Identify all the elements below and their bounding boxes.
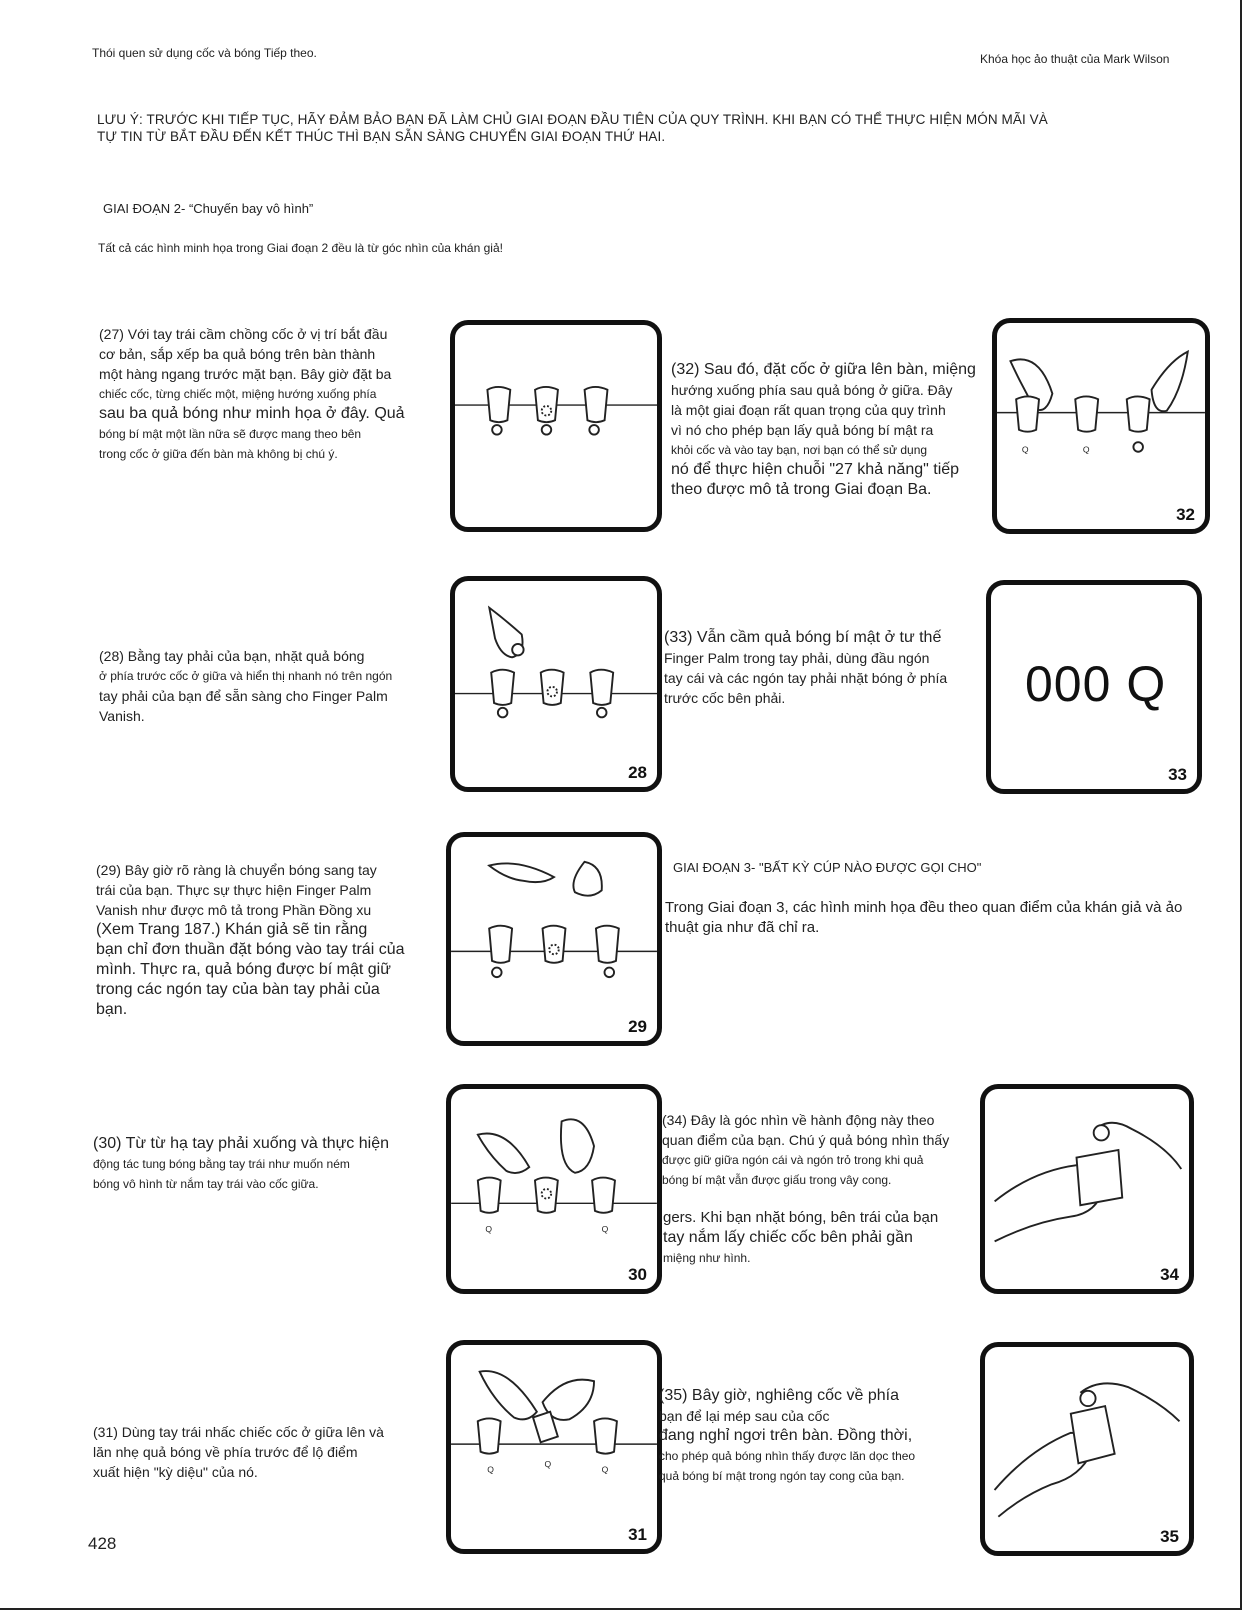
- caption-line: một hàng ngang trước mặt bạn. Bây giờ đặt ba: [99, 366, 392, 382]
- caption-line: sau ba quả bóng như minh họa ở đây. Quả: [99, 405, 405, 422]
- note: [97, 111, 1177, 145]
- caption-line: (28) Bằng tay phải của bạn, nhặt quả bóng: [99, 648, 365, 664]
- panel-number: 33: [1168, 765, 1187, 784]
- caption-line: Vanish.: [99, 708, 145, 724]
- ball-label: Q: [485, 1223, 493, 1234]
- ball-label: Q: [487, 1464, 494, 1475]
- page-number: 428: [88, 1534, 117, 1553]
- header-right: Khóa học ảo thuật của Mark Wilson: [980, 52, 1170, 66]
- caption-line: bóng bí mật một lần nữa sẽ được mang theo bên: [99, 427, 362, 441]
- caption-line: quả bóng bí mật trong ngón tay cong của bạn.: [659, 1469, 905, 1483]
- caption-line: bóng bí mật vẫn được giấu trong vây cong.: [662, 1173, 892, 1187]
- caption-line: (30) Từ từ hạ tay phải xuống và thực hiện: [93, 1135, 389, 1152]
- caption-line: tay phải của bạn để sẵn sàng cho Finger Palm: [99, 688, 388, 704]
- caption-27: [99, 324, 419, 464]
- stage3-intro-line: Trong Giai đoạn 3, các hình minh họa đều theo quan điểm của khán giả và ảo: [665, 899, 1183, 916]
- note-line-2: TỰ TIN TỪ BẮT ĐẦU ĐẾN KẾT THÚC THÌ BẠN SẴN SÀNG CHUYỂN GIAI ĐOẠN THỨ HAI.: [97, 129, 666, 144]
- cups-and-balls-illustration: [997, 323, 1205, 529]
- caption-line: (31) Dùng tay trái nhấc chiếc cốc ở giữa lên và: [93, 1424, 384, 1440]
- illustration-34: [980, 1084, 1194, 1294]
- caption-35: [659, 1386, 979, 1486]
- panel-number: 29: [628, 1017, 647, 1036]
- caption-33: [664, 628, 984, 708]
- caption-line: xuất hiện "kỳ diệu" của nó.: [93, 1464, 258, 1480]
- caption-line: (33) Vẫn cầm quả bóng bí mật ở tư thế: [664, 629, 942, 646]
- ball-label: Q: [601, 1464, 609, 1475]
- illustration-28: [450, 576, 662, 792]
- caption-line: tay nắm lấy chiếc cốc bên phải gần: [663, 1229, 913, 1246]
- caption-line: chiếc cốc, từng chiếc một, miệng hướng xuống phía: [99, 387, 377, 401]
- panel-number: 28: [628, 763, 647, 782]
- caption-line: gers. Khi bạn nhặt bóng, bên trái của bạn: [663, 1209, 939, 1226]
- caption-line: (35) Bây giờ, nghiêng cốc về phía: [659, 1387, 899, 1404]
- stage3-intro: [665, 898, 1205, 938]
- caption-line: được giữ giữa ngón cái và ngón trỏ trong khi quả: [662, 1153, 924, 1167]
- cups-and-balls-illustration: [451, 1089, 657, 1289]
- caption-line: Finger Palm trong tay phải, dùng đầu ngón: [664, 650, 930, 666]
- panel-number: 34: [1160, 1265, 1179, 1284]
- caption-line: quan điểm của bạn. Chú ý quả bóng nhìn thấy: [662, 1132, 950, 1148]
- caption-line: hướng xuống phía sau quả bóng ở giữa. Đây: [671, 382, 953, 398]
- cups-and-balls-illustration: [455, 325, 657, 527]
- caption-line: động tác tung bóng bằng tay trái như muốn ném: [93, 1157, 350, 1171]
- illustration-32: [992, 318, 1210, 534]
- hand-holding-cup-illustration: [985, 1089, 1189, 1289]
- caption-line: bạn để lại mép sau của cốc: [659, 1408, 830, 1424]
- caption-line: cơ bản, sắp xếp ba quả bóng trên bàn thành: [99, 346, 376, 362]
- caption-30: [93, 1134, 423, 1194]
- stage3-intro-line: thuật gia như đã chỉ ra.: [665, 919, 820, 936]
- ball-label: Q: [601, 1223, 609, 1234]
- caption-line: mình. Thực ra, quả bóng được bí mật giữ: [96, 961, 391, 978]
- illustration-27: [450, 320, 662, 532]
- caption-line: (27) Với tay trái cầm chồng cốc ở vị trí bắt đầu: [99, 326, 388, 342]
- panel-number: 31: [628, 1525, 647, 1544]
- caption-29: [96, 860, 416, 1020]
- stage2-title: GIAI ĐOẠN 2- “Chuyến bay vô hình”: [103, 201, 314, 216]
- panel-number: 30: [628, 1265, 647, 1284]
- caption-line: nó để thực hiện chuỗi "27 khả năng" tiếp: [671, 461, 960, 478]
- illustration-33: [986, 580, 1202, 794]
- caption-28: [99, 646, 419, 726]
- caption-line: là một giai đoạn rất quan trọng của quy trình: [671, 402, 946, 418]
- note-line-1: LƯU Ý: TRƯỚC KHI TIẾP TỤC, HÃY ĐẢM BẢO BẠN ĐÃ LÀM CHỦ GIAI ĐOẠN ĐẦU TIÊN CỦA QUY TRÌNH. KHI BẠN CÓ THỂ THỰC HIỆN MÓN MÃI VÀ: [97, 112, 1048, 127]
- caption-line: trước cốc bên phải.: [664, 690, 786, 706]
- cups-and-balls-illustration: [451, 1345, 657, 1549]
- caption-line: trong các ngón tay của bàn tay phải của: [96, 981, 380, 998]
- stage2-intro: Tất cả các hình minh họa trong Giai đoạn 2 đều là từ góc nhìn của khán giả!: [98, 241, 503, 255]
- caption-line: (34) Đây là góc nhìn về hành động này theo: [662, 1112, 935, 1128]
- caption-line: (Xem Trang 187.) Khán giả sẽ tin rằng: [96, 921, 368, 938]
- caption-line: trong cốc ở giữa đến bàn mà không bị chú ý.: [99, 447, 338, 461]
- caption-line: trái của bạn. Thực sự thực hiện Finger Palm: [96, 882, 372, 898]
- illustration-30: [446, 1084, 662, 1294]
- illustration-29: [446, 832, 662, 1046]
- caption-line: (29) Bây giờ rõ ràng là chuyển bóng sang tay: [96, 862, 377, 878]
- caption-line: lăn nhẹ quả bóng về phía trước để lộ điểm: [93, 1444, 358, 1460]
- caption-line: vì nó cho phép bạn lấy quả bóng bí mật ra: [671, 422, 934, 438]
- caption-line: bóng vô hình từ nắm tay trái vào cốc giữa.: [93, 1177, 319, 1191]
- panel-33-text: 000 Q: [1025, 656, 1167, 712]
- ball-label: Q: [544, 1459, 552, 1470]
- caption-31: [93, 1422, 423, 1482]
- caption-line: miệng như hình.: [663, 1251, 751, 1265]
- caption-line: (32) Sau đó, đặt cốc ở giữa lên bàn, miệng: [671, 361, 976, 378]
- caption-line: bạn.: [96, 1001, 128, 1018]
- caption-line: ở phía trước cốc ở giữa và hiển thị nhanh nó trên ngón: [99, 669, 393, 683]
- panel-number: 35: [1160, 1527, 1179, 1546]
- hand-holding-cup-illustration: [985, 1347, 1189, 1551]
- illustration-35: [980, 1342, 1194, 1556]
- cups-and-balls-illustration: [455, 581, 657, 787]
- stage3-title: GIAI ĐOẠN 3- "BẤT KỲ CÚP NÀO ĐƯỢC GỌI CHO": [673, 860, 982, 875]
- caption-line: cho phép quả bóng nhìn thấy được lăn dọc theo: [659, 1449, 916, 1463]
- header-left: Thói quen sử dụng cốc và bóng Tiếp theo.: [92, 46, 317, 60]
- ball-label: Q: [1082, 444, 1090, 455]
- caption-line: khỏi cốc và vào tay bạn, nơi bạn có thể sử dụng: [671, 443, 928, 457]
- panel-number: 32: [1176, 505, 1195, 524]
- caption-34-continued: [663, 1208, 983, 1268]
- ball-label: Q: [1021, 444, 1029, 455]
- caption-line: tay cái và các ngón tay phải nhặt bóng ở phía: [664, 670, 948, 686]
- caption-line: đang nghỉ ngơi trên bàn. Đồng thời,: [659, 1427, 913, 1444]
- illustration-31: [446, 1340, 662, 1554]
- caption-line: bạn chỉ đơn thuần đặt bóng vào tay trái của: [96, 941, 405, 958]
- cups-and-balls-illustration: [451, 837, 657, 1041]
- caption-32: [671, 360, 991, 500]
- caption-line: theo được mô tả trong Giai đoạn Ba.: [671, 481, 932, 498]
- caption-line: Vanish như được mô tả trong Phần Đồng xu: [96, 902, 372, 918]
- caption-34: [662, 1110, 982, 1190]
